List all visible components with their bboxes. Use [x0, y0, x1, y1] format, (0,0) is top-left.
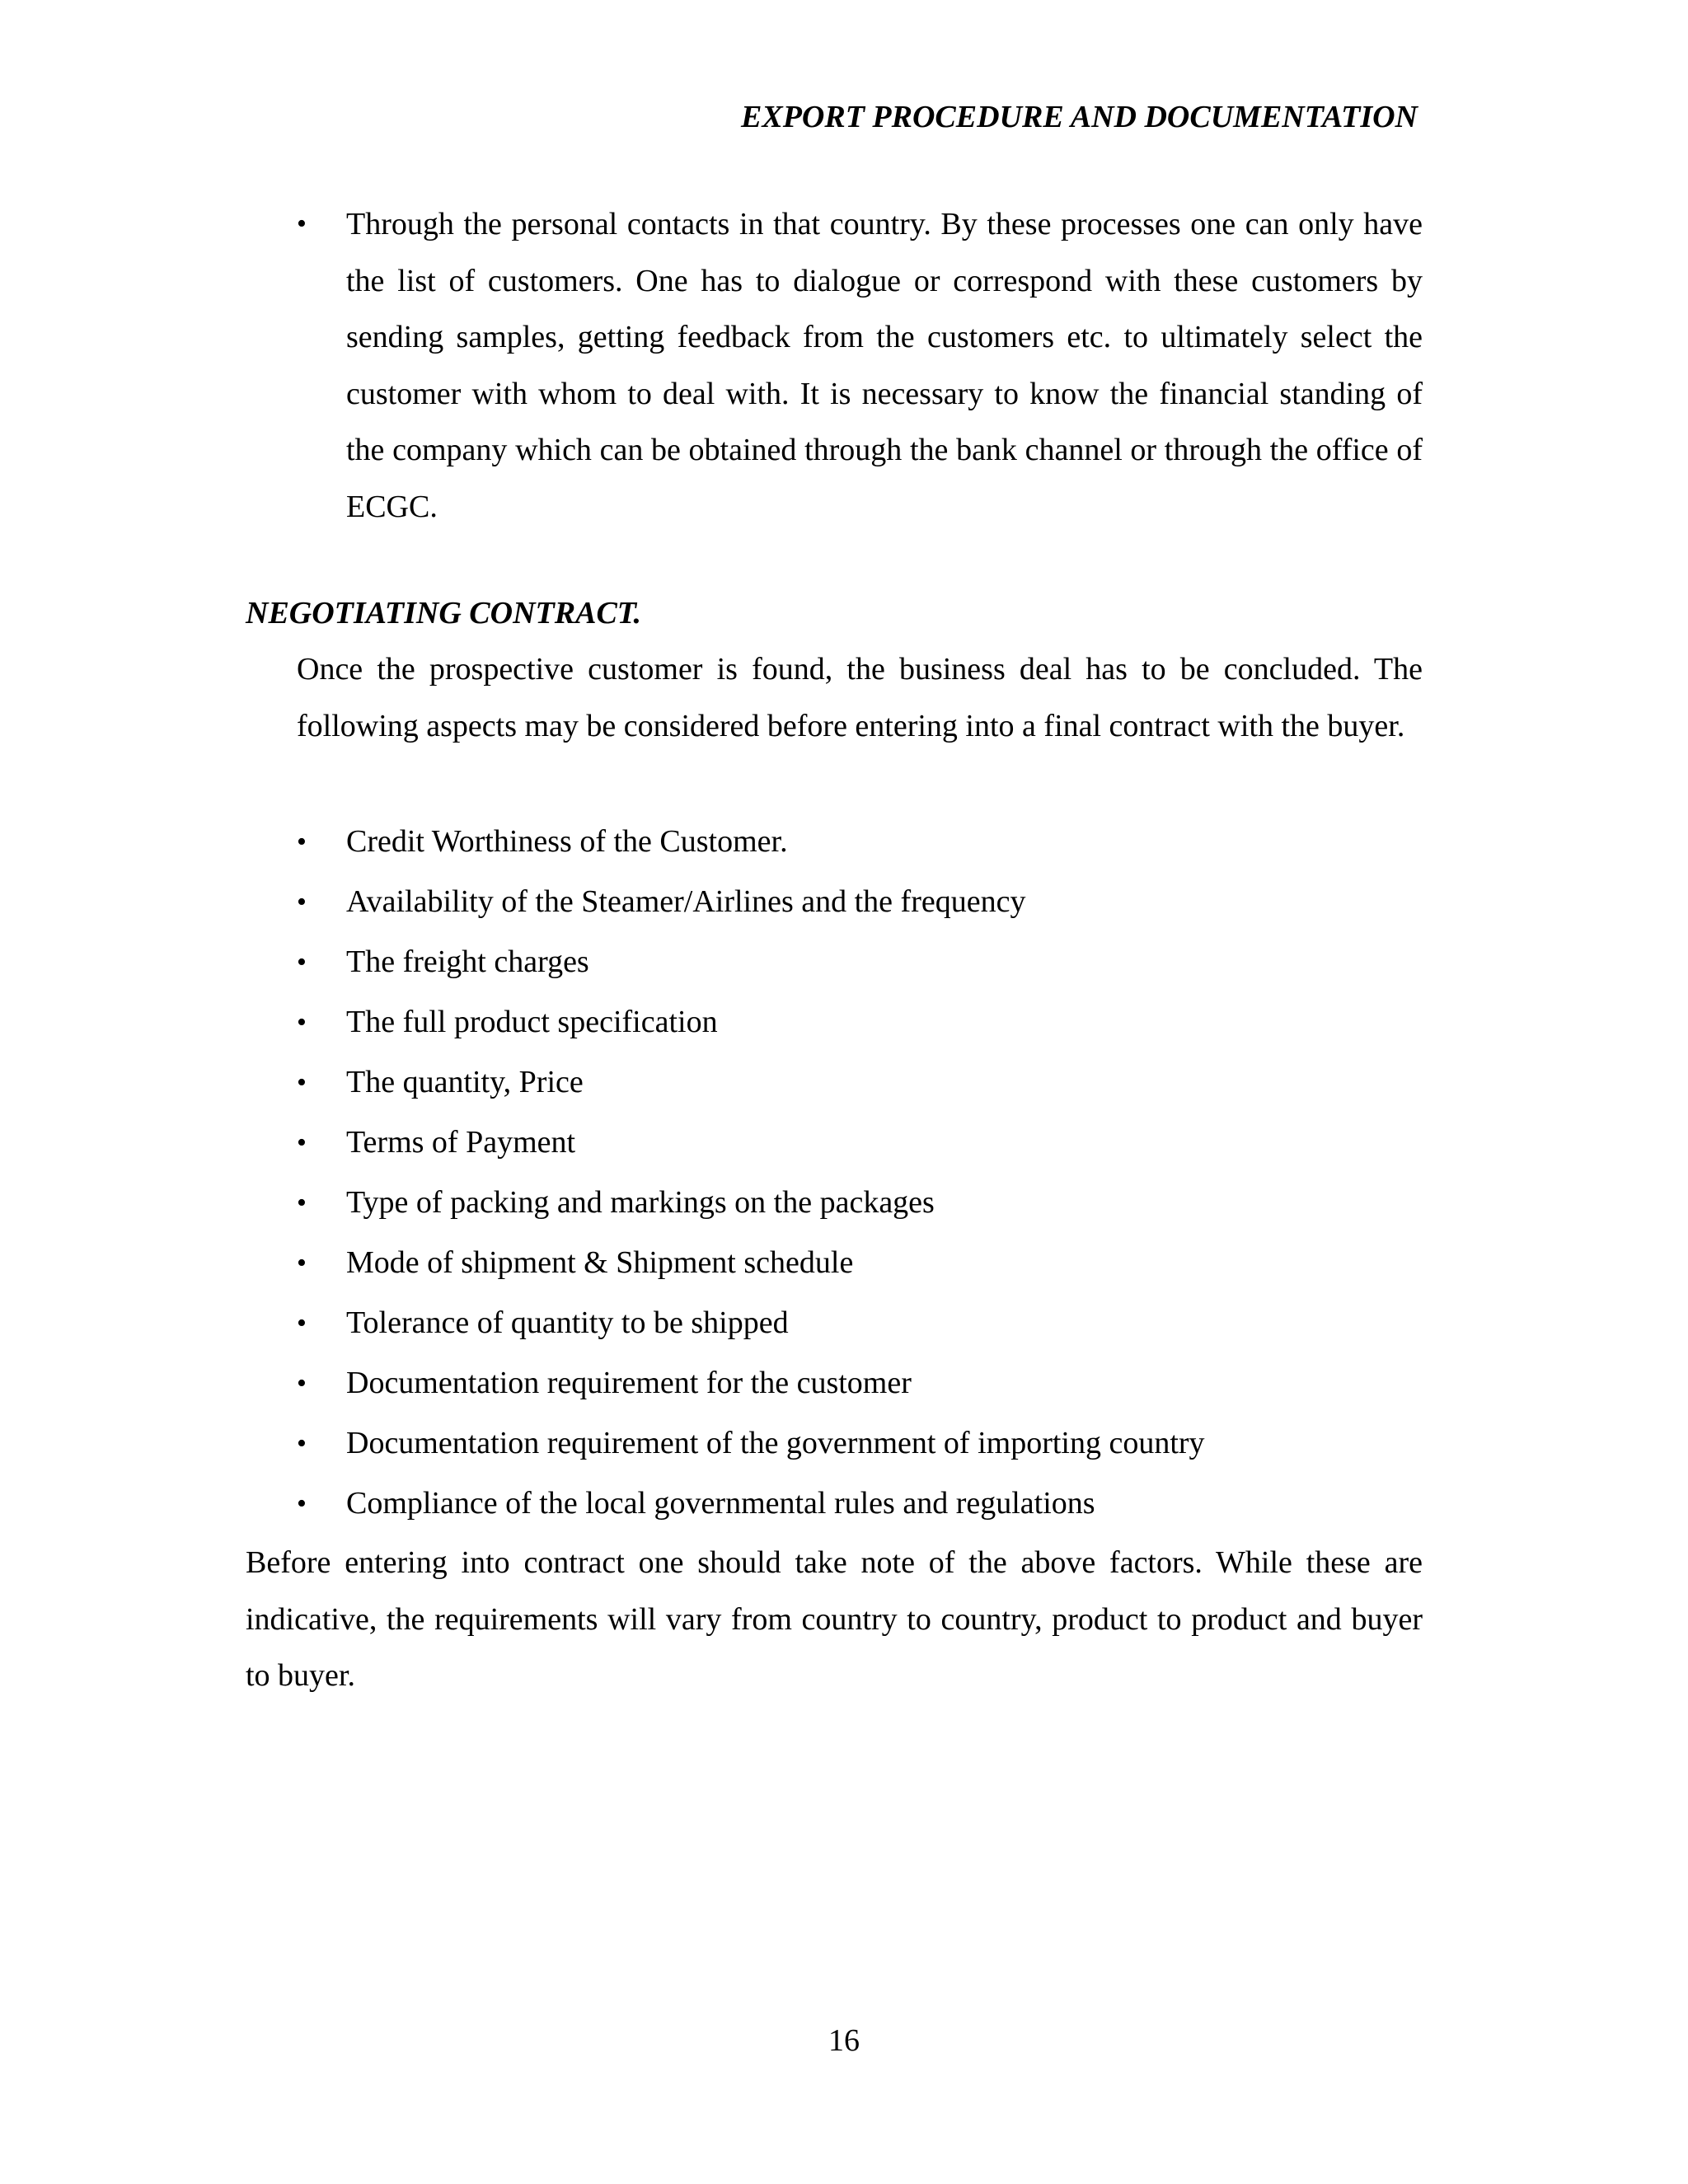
bullet-icon: • — [297, 827, 307, 857]
list-item-text: The freight charges — [346, 944, 589, 979]
list-item — [297, 1052, 1423, 1113]
bullet-icon: • — [297, 1127, 307, 1158]
list-item-text: Documentation requirement of the government of importing country — [346, 1426, 1205, 1460]
bullet-icon: • — [297, 209, 307, 239]
section-heading: NEGOTIATING CONTRACT. — [246, 596, 642, 630]
list-item — [297, 1233, 1423, 1293]
contract-aspects-list — [297, 812, 1423, 1534]
list-item — [297, 1474, 1423, 1534]
list-item-text: Compliance of the local governmental rules and regulations — [346, 1486, 1095, 1521]
list-item-text: The full product specification — [346, 1005, 718, 1039]
bullet-icon: • — [297, 1248, 307, 1278]
bullet-icon: • — [297, 1007, 307, 1038]
list-item-text: Type of packing and markings on the packages — [346, 1185, 935, 1220]
running-header: EXPORT PROCEDURE AND DOCUMENTATION — [741, 100, 1418, 134]
list-item-text: Through the personal contacts in that country. By these processes one can only have the list of customers. One has to dialogue or correspond with these customers by sending samples, getting feedback from the customers etc. to ultimately select the customer with whom to deal with. It is necessary to know the financial standing of the company which can be obtained through the bank channel or through the office of ECGC. — [346, 207, 1423, 524]
list-item — [297, 1113, 1423, 1173]
list-item — [297, 1353, 1423, 1413]
list-item — [297, 1413, 1423, 1474]
list-item-text: Terms of Payment — [346, 1125, 576, 1160]
list-item — [297, 992, 1423, 1052]
bullet-icon: • — [297, 1188, 307, 1218]
list-item-text: Availability of the Steamer/Airlines and the frequency — [346, 884, 1026, 919]
bullet-icon: • — [297, 887, 307, 917]
closing-paragraph: Before entering into contract one should take note of the above factors. While these are indicative, the requirements will vary from country to country, product to product and buyer to buyer. — [246, 1545, 1423, 1693]
bullet-icon: • — [297, 1428, 307, 1459]
list-item-text: Documentation requirement for the customer — [346, 1366, 912, 1400]
list-item — [297, 1293, 1423, 1353]
bullet-icon: • — [297, 947, 307, 977]
list-item — [297, 932, 1423, 992]
list-item — [297, 1173, 1423, 1233]
section-intro-paragraph: Once the prospective customer is found, the business deal has to be concluded. The following aspects may be considered before entering into a final contract with the buyer. — [297, 652, 1423, 743]
list-item-text: Credit Worthiness of the Customer. — [346, 824, 788, 859]
bullet-icon: • — [297, 1308, 307, 1338]
list-item-text: Tolerance of quantity to be shipped — [346, 1305, 789, 1340]
bullet-icon: • — [297, 1368, 307, 1399]
bullet-icon: • — [297, 1067, 307, 1098]
list-item-text: The quantity, Price — [346, 1065, 584, 1099]
page-number: 16 — [828, 2023, 860, 2058]
list-item — [297, 872, 1423, 932]
list-item-text: Mode of shipment & Shipment schedule — [346, 1245, 854, 1280]
list-item — [297, 196, 1423, 535]
contact-method-list — [297, 196, 1423, 535]
bullet-icon: • — [297, 1488, 307, 1519]
list-item — [297, 812, 1423, 872]
